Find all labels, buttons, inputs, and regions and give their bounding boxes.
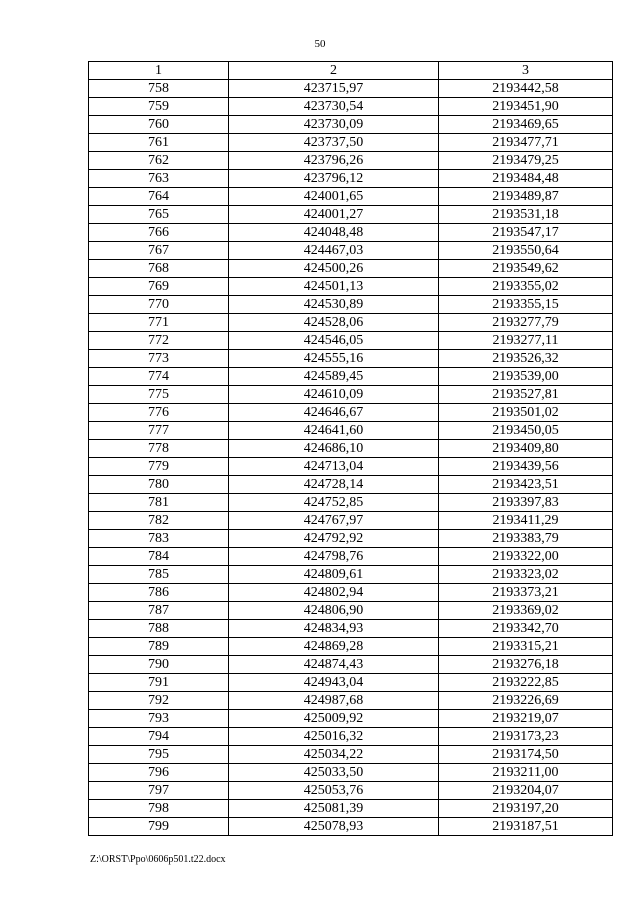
- x-coordinate-cell: 423715,97: [229, 80, 439, 98]
- table-row: [89, 188, 613, 206]
- table-row: [89, 206, 613, 224]
- table-row: [89, 602, 613, 620]
- y-coordinate-cell: 2193369,02: [439, 602, 613, 620]
- x-coordinate-cell: 424546,05: [229, 332, 439, 350]
- table-row: [89, 152, 613, 170]
- y-coordinate-cell: 2193277,11: [439, 332, 613, 350]
- x-coordinate-cell: 424869,28: [229, 638, 439, 656]
- table-row: [89, 386, 613, 404]
- x-coordinate-cell: 424798,76: [229, 548, 439, 566]
- x-coordinate-cell: 424646,67: [229, 404, 439, 422]
- y-coordinate-cell: 2193355,02: [439, 278, 613, 296]
- x-coordinate-cell: 424501,13: [229, 278, 439, 296]
- table-row: [89, 260, 613, 278]
- point-number-cell: 762: [89, 152, 229, 170]
- point-number-cell: 781: [89, 494, 229, 512]
- y-coordinate-cell: 2193531,18: [439, 206, 613, 224]
- table-row: [89, 368, 613, 386]
- y-coordinate-cell: 2193484,48: [439, 170, 613, 188]
- point-number-cell: 767: [89, 242, 229, 260]
- x-coordinate-cell: 424001,27: [229, 206, 439, 224]
- column-header-3: 3: [439, 62, 613, 80]
- page-number: 50: [314, 38, 326, 50]
- x-coordinate-cell: 423796,12: [229, 170, 439, 188]
- point-number-cell: 792: [89, 692, 229, 710]
- point-number-cell: 770: [89, 296, 229, 314]
- table-row: [89, 224, 613, 242]
- point-number-cell: 761: [89, 134, 229, 152]
- y-coordinate-cell: 2193547,17: [439, 224, 613, 242]
- x-coordinate-cell: 423730,54: [229, 98, 439, 116]
- x-coordinate-cell: 425081,39: [229, 800, 439, 818]
- x-coordinate-cell: 425016,32: [229, 728, 439, 746]
- x-coordinate-cell: 423737,50: [229, 134, 439, 152]
- point-number-cell: 779: [89, 458, 229, 476]
- y-coordinate-cell: 2193226,69: [439, 692, 613, 710]
- y-coordinate-cell: 2193526,32: [439, 350, 613, 368]
- y-coordinate-cell: 2193501,02: [439, 404, 613, 422]
- point-number-cell: 769: [89, 278, 229, 296]
- x-coordinate-cell: 424987,68: [229, 692, 439, 710]
- x-coordinate-cell: 425009,92: [229, 710, 439, 728]
- x-coordinate-cell: 423796,26: [229, 152, 439, 170]
- point-number-cell: 760: [89, 116, 229, 134]
- x-coordinate-cell: 424001,65: [229, 188, 439, 206]
- table-row: [89, 350, 613, 368]
- table-header-row: [89, 62, 613, 80]
- y-coordinate-cell: 2193550,64: [439, 242, 613, 260]
- point-number-cell: 774: [89, 368, 229, 386]
- point-number-cell: 799: [89, 818, 229, 836]
- y-coordinate-cell: 2193450,05: [439, 422, 613, 440]
- y-coordinate-cell: 2193489,87: [439, 188, 613, 206]
- x-coordinate-cell: 424767,97: [229, 512, 439, 530]
- point-number-cell: 759: [89, 98, 229, 116]
- point-number-cell: 796: [89, 764, 229, 782]
- y-coordinate-cell: 2193322,00: [439, 548, 613, 566]
- y-coordinate-cell: 2193469,65: [439, 116, 613, 134]
- point-number-cell: 768: [89, 260, 229, 278]
- x-coordinate-cell: 424834,93: [229, 620, 439, 638]
- y-coordinate-cell: 2193373,21: [439, 584, 613, 602]
- point-number-cell: 765: [89, 206, 229, 224]
- point-number-cell: 766: [89, 224, 229, 242]
- point-number-cell: 784: [89, 548, 229, 566]
- point-number-cell: 788: [89, 620, 229, 638]
- table-row: [89, 548, 613, 566]
- table-row: [89, 674, 613, 692]
- table-row: [89, 422, 613, 440]
- x-coordinate-cell: 424792,92: [229, 530, 439, 548]
- x-coordinate-cell: 424802,94: [229, 584, 439, 602]
- table-row: [89, 728, 613, 746]
- point-number-cell: 764: [89, 188, 229, 206]
- x-coordinate-cell: 425078,93: [229, 818, 439, 836]
- point-number-cell: 790: [89, 656, 229, 674]
- x-coordinate-cell: 424713,04: [229, 458, 439, 476]
- y-coordinate-cell: 2193479,25: [439, 152, 613, 170]
- table-row: [89, 476, 613, 494]
- y-coordinate-cell: 2193539,00: [439, 368, 613, 386]
- x-coordinate-cell: 424752,85: [229, 494, 439, 512]
- y-coordinate-cell: 2193477,71: [439, 134, 613, 152]
- point-number-cell: 773: [89, 350, 229, 368]
- x-coordinate-cell: 424874,43: [229, 656, 439, 674]
- x-coordinate-cell: 424048,48: [229, 224, 439, 242]
- table-row: [89, 296, 613, 314]
- y-coordinate-cell: 2193439,56: [439, 458, 613, 476]
- y-coordinate-cell: 2193276,18: [439, 656, 613, 674]
- table-row: [89, 782, 613, 800]
- y-coordinate-cell: 2193409,80: [439, 440, 613, 458]
- table-row: [89, 620, 613, 638]
- x-coordinate-cell: 424467,03: [229, 242, 439, 260]
- y-coordinate-cell: 2193549,62: [439, 260, 613, 278]
- table-row: [89, 404, 613, 422]
- x-coordinate-cell: 424809,61: [229, 566, 439, 584]
- point-number-cell: 772: [89, 332, 229, 350]
- table-row: [89, 656, 613, 674]
- point-number-cell: 791: [89, 674, 229, 692]
- table-row: [89, 710, 613, 728]
- table-row: [89, 800, 613, 818]
- point-number-cell: 780: [89, 476, 229, 494]
- y-coordinate-cell: 2193323,02: [439, 566, 613, 584]
- table-row: [89, 440, 613, 458]
- point-number-cell: 787: [89, 602, 229, 620]
- x-coordinate-cell: 424806,90: [229, 602, 439, 620]
- table-row: [89, 494, 613, 512]
- column-header-2: 2: [229, 62, 439, 80]
- y-coordinate-cell: 2193383,79: [439, 530, 613, 548]
- x-coordinate-cell: 424943,04: [229, 674, 439, 692]
- point-number-cell: 786: [89, 584, 229, 602]
- table-row: [89, 584, 613, 602]
- point-number-cell: 775: [89, 386, 229, 404]
- y-coordinate-cell: 2193451,90: [439, 98, 613, 116]
- y-coordinate-cell: 2193204,07: [439, 782, 613, 800]
- x-coordinate-cell: 425053,76: [229, 782, 439, 800]
- point-number-cell: 789: [89, 638, 229, 656]
- x-coordinate-cell: 424686,10: [229, 440, 439, 458]
- x-coordinate-cell: 424641,60: [229, 422, 439, 440]
- table-row: [89, 134, 613, 152]
- point-number-cell: 793: [89, 710, 229, 728]
- point-number-cell: 795: [89, 746, 229, 764]
- table-row: [89, 692, 613, 710]
- point-number-cell: 771: [89, 314, 229, 332]
- y-coordinate-cell: 2193355,15: [439, 296, 613, 314]
- point-number-cell: 782: [89, 512, 229, 530]
- y-coordinate-cell: 2193187,51: [439, 818, 613, 836]
- x-coordinate-cell: 424528,06: [229, 314, 439, 332]
- y-coordinate-cell: 2193442,58: [439, 80, 613, 98]
- y-coordinate-cell: 2193527,81: [439, 386, 613, 404]
- table-row: [89, 116, 613, 134]
- point-number-cell: 798: [89, 800, 229, 818]
- table-row: [89, 170, 613, 188]
- y-coordinate-cell: 2193222,85: [439, 674, 613, 692]
- x-coordinate-cell: 425034,22: [229, 746, 439, 764]
- table-row: [89, 746, 613, 764]
- y-coordinate-cell: 2193397,83: [439, 494, 613, 512]
- point-number-cell: 778: [89, 440, 229, 458]
- y-coordinate-cell: 2193315,21: [439, 638, 613, 656]
- x-coordinate-cell: 424500,26: [229, 260, 439, 278]
- point-number-cell: 794: [89, 728, 229, 746]
- table-row: [89, 512, 613, 530]
- y-coordinate-cell: 2193277,79: [439, 314, 613, 332]
- table-row: [89, 332, 613, 350]
- table-row: [89, 530, 613, 548]
- x-coordinate-cell: 424589,45: [229, 368, 439, 386]
- x-coordinate-cell: 424610,09: [229, 386, 439, 404]
- table-row: [89, 242, 613, 260]
- point-number-cell: 758: [89, 80, 229, 98]
- coordinates-table: [88, 61, 613, 836]
- table-row: [89, 764, 613, 782]
- point-number-cell: 783: [89, 530, 229, 548]
- y-coordinate-cell: 2193211,00: [439, 764, 613, 782]
- table-row: [89, 458, 613, 476]
- y-coordinate-cell: 2193174,50: [439, 746, 613, 764]
- table-row: [89, 314, 613, 332]
- point-number-cell: 797: [89, 782, 229, 800]
- table-row: [89, 818, 613, 836]
- point-number-cell: 785: [89, 566, 229, 584]
- table-row: [89, 566, 613, 584]
- point-number-cell: 776: [89, 404, 229, 422]
- table-body: [89, 80, 613, 836]
- table-row: [89, 80, 613, 98]
- y-coordinate-cell: 2193411,29: [439, 512, 613, 530]
- y-coordinate-cell: 2193423,51: [439, 476, 613, 494]
- footer-file-path: Z:\ORST\Ppo\0606p501.t22.docx: [90, 854, 226, 865]
- x-coordinate-cell: 424530,89: [229, 296, 439, 314]
- point-number-cell: 777: [89, 422, 229, 440]
- point-number-cell: 763: [89, 170, 229, 188]
- x-coordinate-cell: 424728,14: [229, 476, 439, 494]
- table-row: [89, 278, 613, 296]
- x-coordinate-cell: 424555,16: [229, 350, 439, 368]
- table-row: [89, 638, 613, 656]
- y-coordinate-cell: 2193219,07: [439, 710, 613, 728]
- column-header-1: 1: [89, 62, 229, 80]
- x-coordinate-cell: 425033,50: [229, 764, 439, 782]
- x-coordinate-cell: 423730,09: [229, 116, 439, 134]
- y-coordinate-cell: 2193342,70: [439, 620, 613, 638]
- y-coordinate-cell: 2193173,23: [439, 728, 613, 746]
- table-row: [89, 98, 613, 116]
- y-coordinate-cell: 2193197,20: [439, 800, 613, 818]
